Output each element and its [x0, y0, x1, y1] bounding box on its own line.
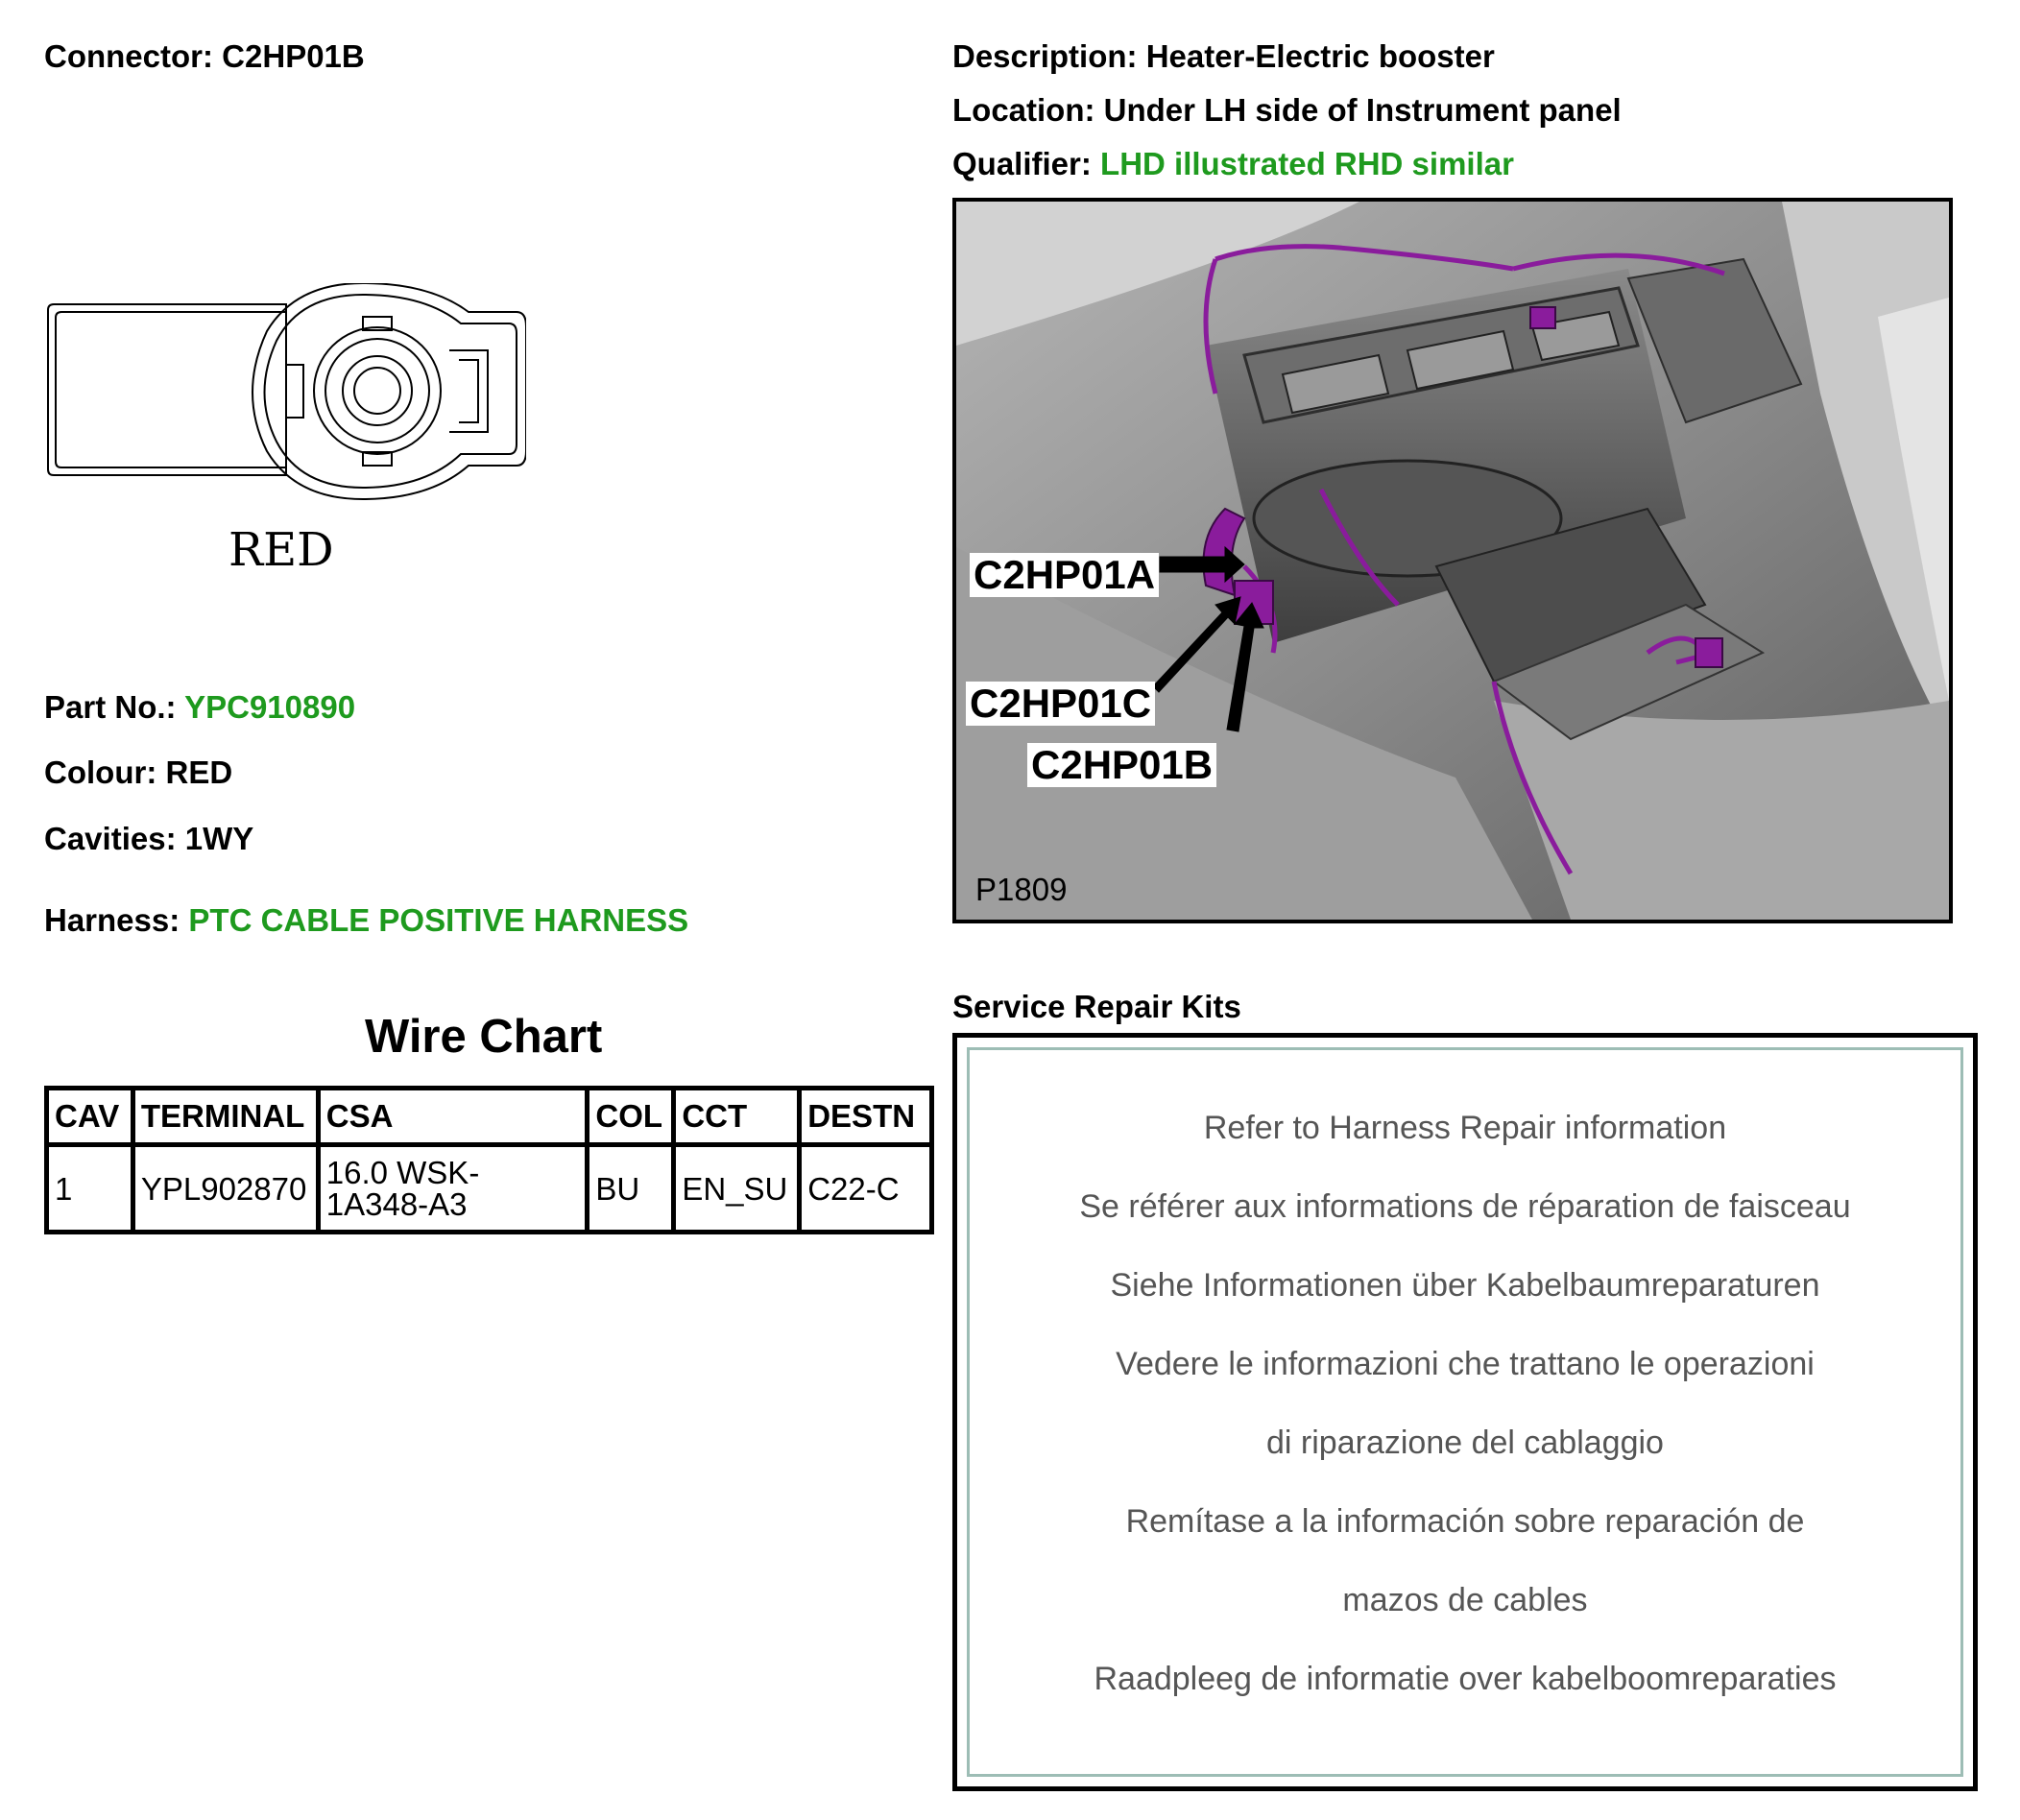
description-row	[952, 38, 1495, 75]
wire-chart-title: Wire Chart	[365, 1011, 603, 1063]
header-cav: CAV	[47, 1089, 133, 1145]
kit-line: mazos de cables	[1342, 1582, 1588, 1618]
kit-line: Remítase a la información sobre reparación de	[1125, 1503, 1805, 1540]
description-value: Heater-Electric booster	[1145, 38, 1495, 74]
wire-chart-header-row	[47, 1089, 932, 1145]
harness-label: Harness:	[44, 902, 180, 938]
part-no-row	[44, 689, 355, 726]
service-kits-title: Service Repair Kits	[952, 989, 1241, 1024]
kit-line: di riparazione del cablaggio	[1266, 1425, 1664, 1461]
description-label: Description:	[952, 38, 1138, 74]
qualifier-label: Qualifier:	[952, 146, 1092, 181]
connector-value: C2HP01B	[222, 38, 365, 74]
figure-reference: P1809	[975, 872, 1068, 907]
qualifier-row	[952, 146, 1514, 182]
header-cct: CCT	[674, 1089, 800, 1145]
cavities-value: 1WY	[184, 821, 254, 856]
connector-row	[44, 38, 365, 75]
cell-csa: 16.0 WSK-1A348-A3	[318, 1145, 588, 1233]
diagram-caption: RED	[228, 523, 334, 577]
cavities-label: Cavities:	[44, 821, 177, 856]
table-row	[47, 1145, 932, 1233]
kit-line: Raadpleeg de informatie over kabelboomreparaties	[1094, 1661, 1837, 1697]
qualifier-value: LHD illustrated RHD similar	[1100, 146, 1514, 181]
colour-label: Colour:	[44, 754, 157, 790]
location-label: Location:	[952, 92, 1095, 128]
cell-cav: 1	[47, 1145, 133, 1233]
cell-col: BU	[588, 1145, 674, 1233]
harness-row	[44, 902, 688, 939]
header-terminal: TERMINAL	[132, 1089, 318, 1145]
header-destn: DESTN	[800, 1089, 932, 1145]
wire-chart-table	[44, 1086, 934, 1234]
cell-terminal: YPL902870	[132, 1145, 318, 1233]
colour-value: RED	[165, 754, 233, 790]
connector-label: Connector:	[44, 38, 213, 74]
callout-c2hp01c: C2HP01C	[966, 682, 1155, 726]
location-value: Under LH side of Instrument panel	[1103, 92, 1622, 128]
service-kits-box	[952, 1033, 1978, 1791]
location-illustration	[952, 198, 1953, 923]
kit-line: Se référer aux informations de réparation de faisceau	[1079, 1188, 1851, 1225]
kit-line: Siehe Informationen über Kabelbaumreparaturen	[1110, 1267, 1820, 1304]
cell-destn: C22-C	[800, 1145, 932, 1233]
colour-row	[44, 754, 232, 791]
callout-c2hp01a: C2HP01A	[970, 553, 1159, 597]
part-no-label: Part No.:	[44, 689, 177, 725]
location-row	[952, 92, 1622, 129]
part-no-link[interactable]: YPC910890	[184, 689, 356, 725]
callout-c2hp01b: C2HP01B	[1027, 743, 1216, 787]
cavities-row	[44, 821, 253, 857]
harness-link[interactable]: PTC CABLE POSITIVE HARNESS	[188, 902, 689, 938]
kit-line: Vedere le informazioni che trattano le operazioni	[1116, 1346, 1815, 1382]
service-kits-inner-frame	[967, 1047, 1963, 1777]
kit-line: Refer to Harness Repair information	[1203, 1110, 1727, 1146]
header-csa: CSA	[318, 1089, 588, 1145]
header-col: COL	[588, 1089, 674, 1145]
cell-cct: EN_SU	[674, 1145, 800, 1233]
